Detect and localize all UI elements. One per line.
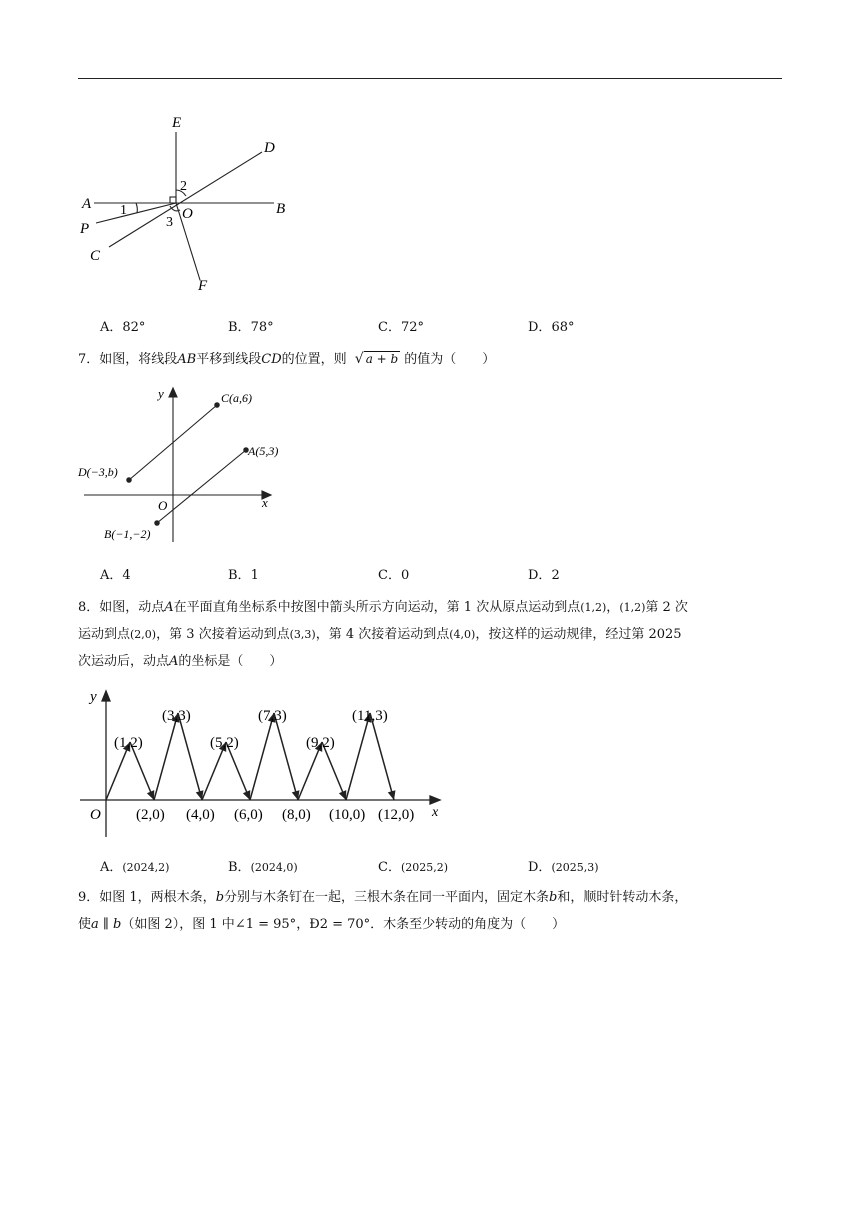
label-b: B: [276, 201, 286, 217]
q8-line-1: 8．如图，动点A在平面直角坐标系中按图中箭头所示方向运动，第 1 次从原点运动到点(1,2)，(1,2)第 2 次: [78, 600, 688, 615]
bottom-label: (12,0): [378, 807, 415, 823]
label-o: O: [90, 807, 101, 823]
top-label: (3,3): [162, 708, 191, 724]
bottom-label: (4,0): [186, 807, 215, 823]
header-rule: [78, 78, 782, 79]
q9-line-1: 9．如图 1，两根木条，b分别与木条钉在一起，三根木条在同一平面内，固定木条b和，顺时针转动木条，: [78, 890, 688, 905]
label-d: D: [264, 140, 275, 156]
point-b: [155, 521, 159, 525]
motion-segment: [274, 713, 298, 800]
label-d: D(−3,b): [78, 465, 118, 479]
sqrt-expression: √ a + b: [354, 351, 399, 367]
label-x: x: [262, 495, 268, 510]
q7-figure: [74, 380, 294, 550]
top-label: (9,2): [306, 735, 335, 751]
label-angle-1: 1: [120, 203, 127, 218]
q8-line-3: 次运动后，动点A的坐标是（ ）: [78, 654, 283, 669]
option-c[interactable]: C．72°: [378, 320, 424, 335]
label-angle-3: 3: [166, 215, 173, 230]
option-a[interactable]: A．82°: [100, 320, 146, 335]
option-d[interactable]: D．(2025,3): [528, 860, 599, 875]
option-b[interactable]: B．(2024,0): [228, 860, 298, 875]
label-f: F: [198, 278, 208, 294]
q7-options: [100, 564, 800, 584]
point-d: [127, 478, 131, 482]
label-o: O: [158, 498, 168, 513]
label-o: O: [182, 206, 193, 222]
top-label: (7,3): [258, 708, 287, 724]
q9-line-2: 使a ∥ b（如图 2），图 1 中∠1 = 95°，Ð2 = 70°．木条至少转动的角度为（ ）: [78, 917, 566, 932]
option-b[interactable]: B．1: [228, 568, 259, 583]
angle-3-arc: [170, 206, 180, 211]
option-c[interactable]: C．0: [378, 568, 410, 583]
label-y: y: [90, 689, 97, 705]
top-label: (11,3): [352, 708, 388, 724]
angle-1-arc: [136, 203, 137, 213]
label-p: P: [80, 221, 90, 237]
label-angle-2: 2: [180, 179, 187, 194]
q8-figure: [74, 685, 454, 845]
bottom-label: (10,0): [329, 807, 366, 823]
q8-line-2: 运动到点(2,0)，第 3 次接着运动到点(3,3)，第 4 次接着运动到点(4,0)，按这样的运动规律，经过第 2025: [78, 627, 682, 642]
label-y: y: [158, 386, 164, 401]
label-a: A(5,3): [248, 444, 279, 458]
segment-ba: [157, 450, 246, 523]
bottom-label: (2,0): [136, 807, 165, 823]
bottom-label: (8,0): [282, 807, 311, 823]
option-c[interactable]: C．(2025,2): [378, 860, 449, 875]
top-label: (5,2): [210, 735, 239, 751]
motion-segment: [154, 713, 178, 800]
q6-options: [100, 316, 800, 336]
right-angle-mark: [170, 197, 176, 203]
option-a[interactable]: A．4: [100, 568, 131, 583]
motion-segment: [346, 713, 370, 800]
label-c: C(a,6): [221, 391, 252, 405]
bottom-label: (6,0): [234, 807, 263, 823]
top-label: (1,2): [114, 735, 143, 751]
label-c: C: [90, 248, 101, 264]
point-c: [215, 403, 219, 407]
motion-segment: [370, 713, 394, 800]
motion-segment: [178, 713, 202, 800]
label-x: x: [432, 805, 439, 820]
q7-stem: 7．如图，将线段AB平移到线段CD的位置，则 √ a + b 的值为（ ）: [78, 346, 784, 373]
label-e: E: [172, 115, 182, 131]
q6-figure: [74, 110, 294, 300]
option-b[interactable]: B．78°: [228, 320, 274, 335]
label-b: B(−1,−2): [104, 527, 151, 541]
q8-stem: [78, 594, 784, 675]
q9-stem: [78, 884, 784, 938]
option-d[interactable]: D．2: [528, 568, 560, 583]
option-a[interactable]: A．(2024,2): [100, 860, 170, 875]
label-a: A: [82, 196, 92, 212]
option-d[interactable]: D．68°: [528, 320, 575, 335]
motion-segment: [250, 713, 274, 800]
q8-options: [100, 856, 800, 876]
